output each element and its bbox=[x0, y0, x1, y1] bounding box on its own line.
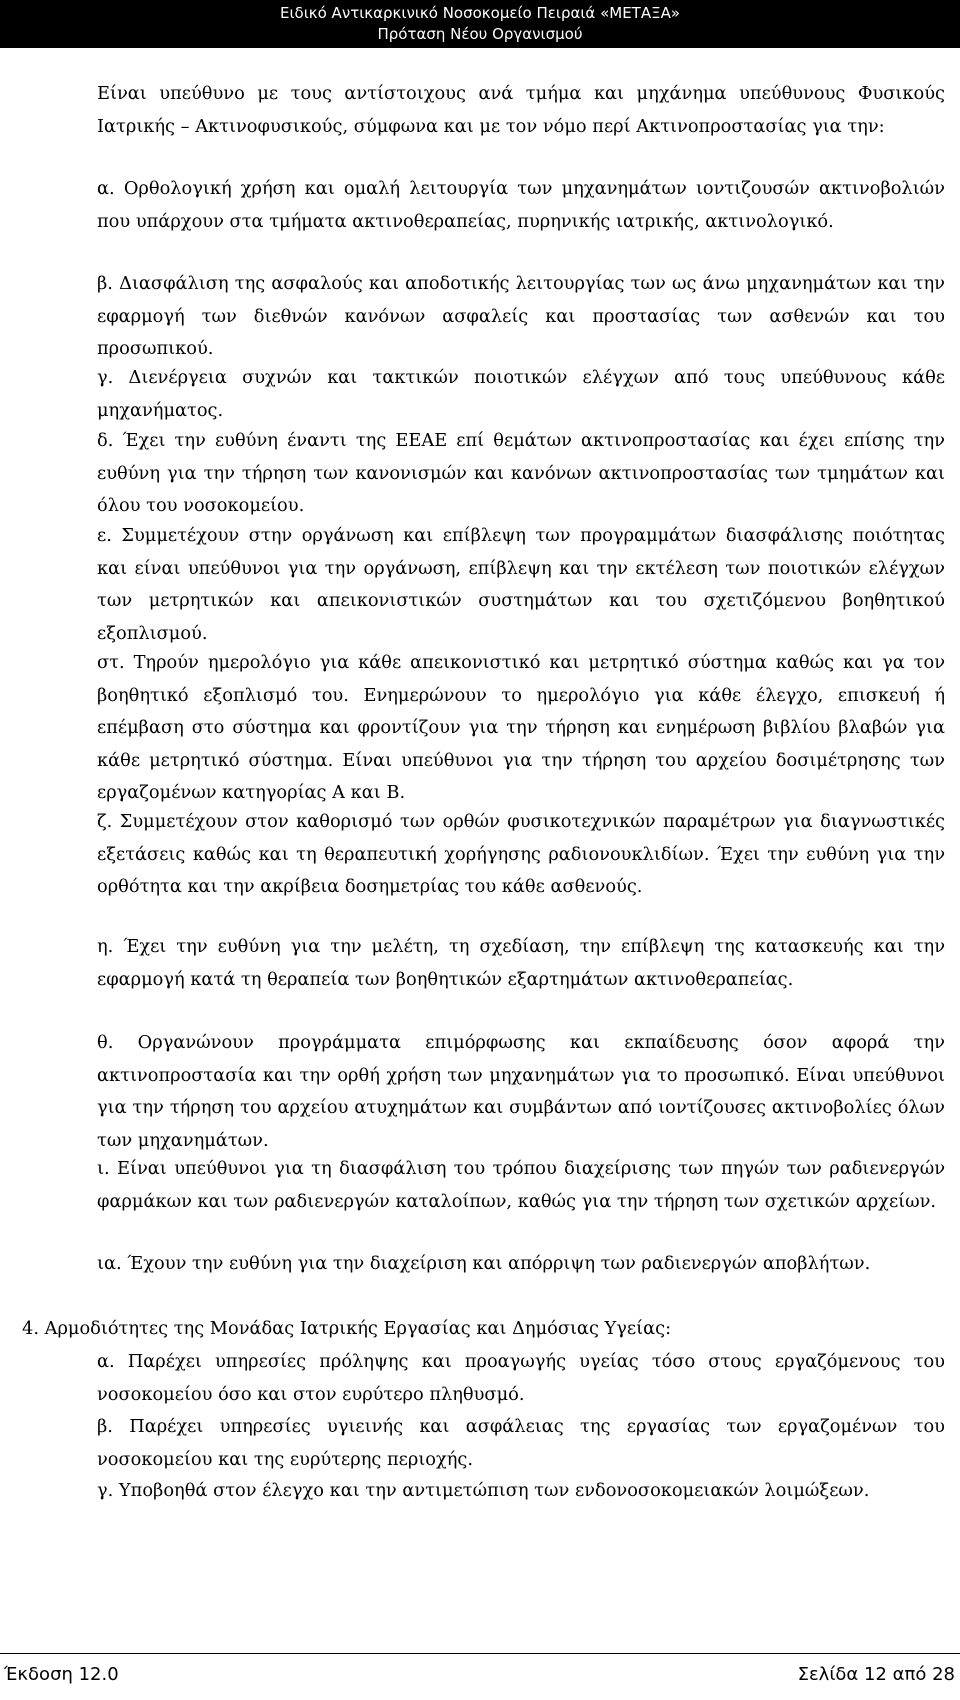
section-4-item-c: γ. Υποβοηθά στον έλεγχο και την αντιμετώπιση των ενδονοσοκομειακών λοιμώξεων. bbox=[97, 1480, 870, 1501]
footer-rule bbox=[0, 1653, 960, 1654]
list-item-z: ζ. Συμμετέχουν στον καθορισμό των ορθών φυσικοτεχνικών παραμέτρων για διαγνωστικές εξετάσεις καθώς και τη θεραπευτική χορήγησης ραδιονουκλιδίων. Έχει την ευθύνη για την ορθότητα και την ακρίβεια δοσημετρίας του κάθε ασθενούς. bbox=[97, 811, 945, 897]
header-subtitle: Πρόταση Νέου Οργανισμού bbox=[377, 25, 583, 43]
section-4-heading: 4. Αρμοδιότητες της Μονάδας Ιατρικής Εργασίας και Δημόσιας Υγείας: bbox=[22, 1318, 672, 1339]
section-4-item-b: β. Παρέχει υπηρεσίες υγιεινής και ασφάλειας της εργασίας των εργαζομένων του νοσοκομείου και της ευρύτερης περιοχής. bbox=[97, 1416, 945, 1470]
list-item-c: γ. Διενέργεια συχνών και τακτικών ποιοτικών ελέγχων από τους υπεύθυνους κάθε μηχανήματος. bbox=[97, 367, 945, 421]
list-item-a: α. Ορθολογική χρήση και ομαλή λειτουργία των μηχανημάτων ιοντιζουσών ακτινοβολιών που υπάρχουν στα τμήματα ακτινοθεραπείας, πυρηνικής ιατρικής, ακτινολογικό. bbox=[97, 178, 945, 232]
list-item-iota: ι. Είναι υπεύθυνοι για τη διασφάλιση του τρόπου διαχείρισης των πηγών των ραδιενεργών φαρμάκων και των ραδιενεργών καταλοίπων, καθώς για την τήρηση των σχετικών αρχείων. bbox=[97, 1158, 945, 1212]
list-item-i: η. Έχει την ευθύνη για την μελέτη, τη σχεδίαση, την επίβλεψη της κατασκευής και την εφαρμογή κατά τη θεραπεία των βοηθητικών εξαρτημάτων ακτινοθεραπείας. bbox=[97, 936, 945, 990]
footer-page-number: Σελίδα 12 από 28 bbox=[797, 1664, 955, 1685]
list-item-st: στ. Τηρούν ημερολόγιο για κάθε απεικονιστικό και μετρητικό σύστημα καθώς και γα τον βοηθητικό εξοπλισμό του. Ενημερώνουν το ημερολόγιο για κάθε έλεγχο, επισκευή ή επέμβαση στο σύστημα και φροντίζουν για την τήρηση και ενημέρωση βιβλίου βλαβών για κάθε μετρητικό σύστημα. Είναι υπεύθυνοι για την τήρηση του αρχείου δοσιμέτρησης των εργαζομένων κατηγορίας Α και Β. bbox=[97, 652, 945, 803]
list-item-e: ε. Συμμετέχουν στην οργάνωση και επίβλεψη των προγραμμάτων διασφάλισης ποιότητας και είναι υπεύθυνοι για την οργάνωση, επίβλεψη και την εκτέλεση των ποιοτικών ελέγχων των μετρητικών και απεικονιστικών συστημάτων και του σχετιζόμενου βοηθητικού εξοπλισμού. bbox=[97, 525, 945, 644]
list-item-b: β. Διασφάλιση της ασφαλούς και αποδοτικής λειτουργίας των ως άνω μηχανημάτων και την εφαρμογή των διεθνών κανόνων ασφαλείς και προστασίας των ασθενών και του προσωπικού. bbox=[97, 273, 945, 359]
footer-version: Έκδοση 12.0 bbox=[4, 1664, 119, 1685]
intro-paragraph: Είναι υπεύθυνο με τους αντίστοιχους ανά τμήμα και μηχάνημα υπεύθυνους Φυσικούς Ιατρικής – Ακτινοφυσικούς, σύμφωνα και με τον νόμο περί Ακτινοπροστασίας για την: bbox=[97, 83, 945, 137]
list-item-d: δ. Έχει την ευθύνη έναντι της ΕΕΑΕ επί θεμάτων ακτινοπροστασίας και έχει επίσης την ευθύνη για την τήρηση των κανονισμών και κανόνων ακτινοπροστασίας των τμημάτων και όλου του νοσοκομείου. bbox=[97, 430, 945, 516]
section-4-item-a: α. Παρέχει υπηρεσίες πρόληψης και προαγωγής υγείας τόσο στους εργαζόμενους του νοσοκομείου όσο και στον ευρύτερο πληθυσμό. bbox=[97, 1351, 945, 1405]
list-item-ia: ια. Έχουν την ευθύνη για την διαχείριση και απόρριψη των ραδιενεργών αποβλήτων. bbox=[97, 1253, 871, 1274]
header-title: Ειδικό Αντικαρκινικό Νοσοκομείο Πειραιά «ΜΕΤΑΞΑ» bbox=[279, 4, 681, 22]
list-item-th: θ. Οργανώνουν προγράμματα επιμόρφωσης και εκπαίδευσης όσον αφορά την ακτινοπροστασία και την ορθή χρήση των μηχανημάτων για το προσωπικό. Είναι υπεύθυνοι για την τήρηση του αρχείου ατυχημάτων και συμβάντων από ιοντίζουσες ακτινοβολίες όλων των μηχανημάτων. bbox=[97, 1032, 945, 1151]
